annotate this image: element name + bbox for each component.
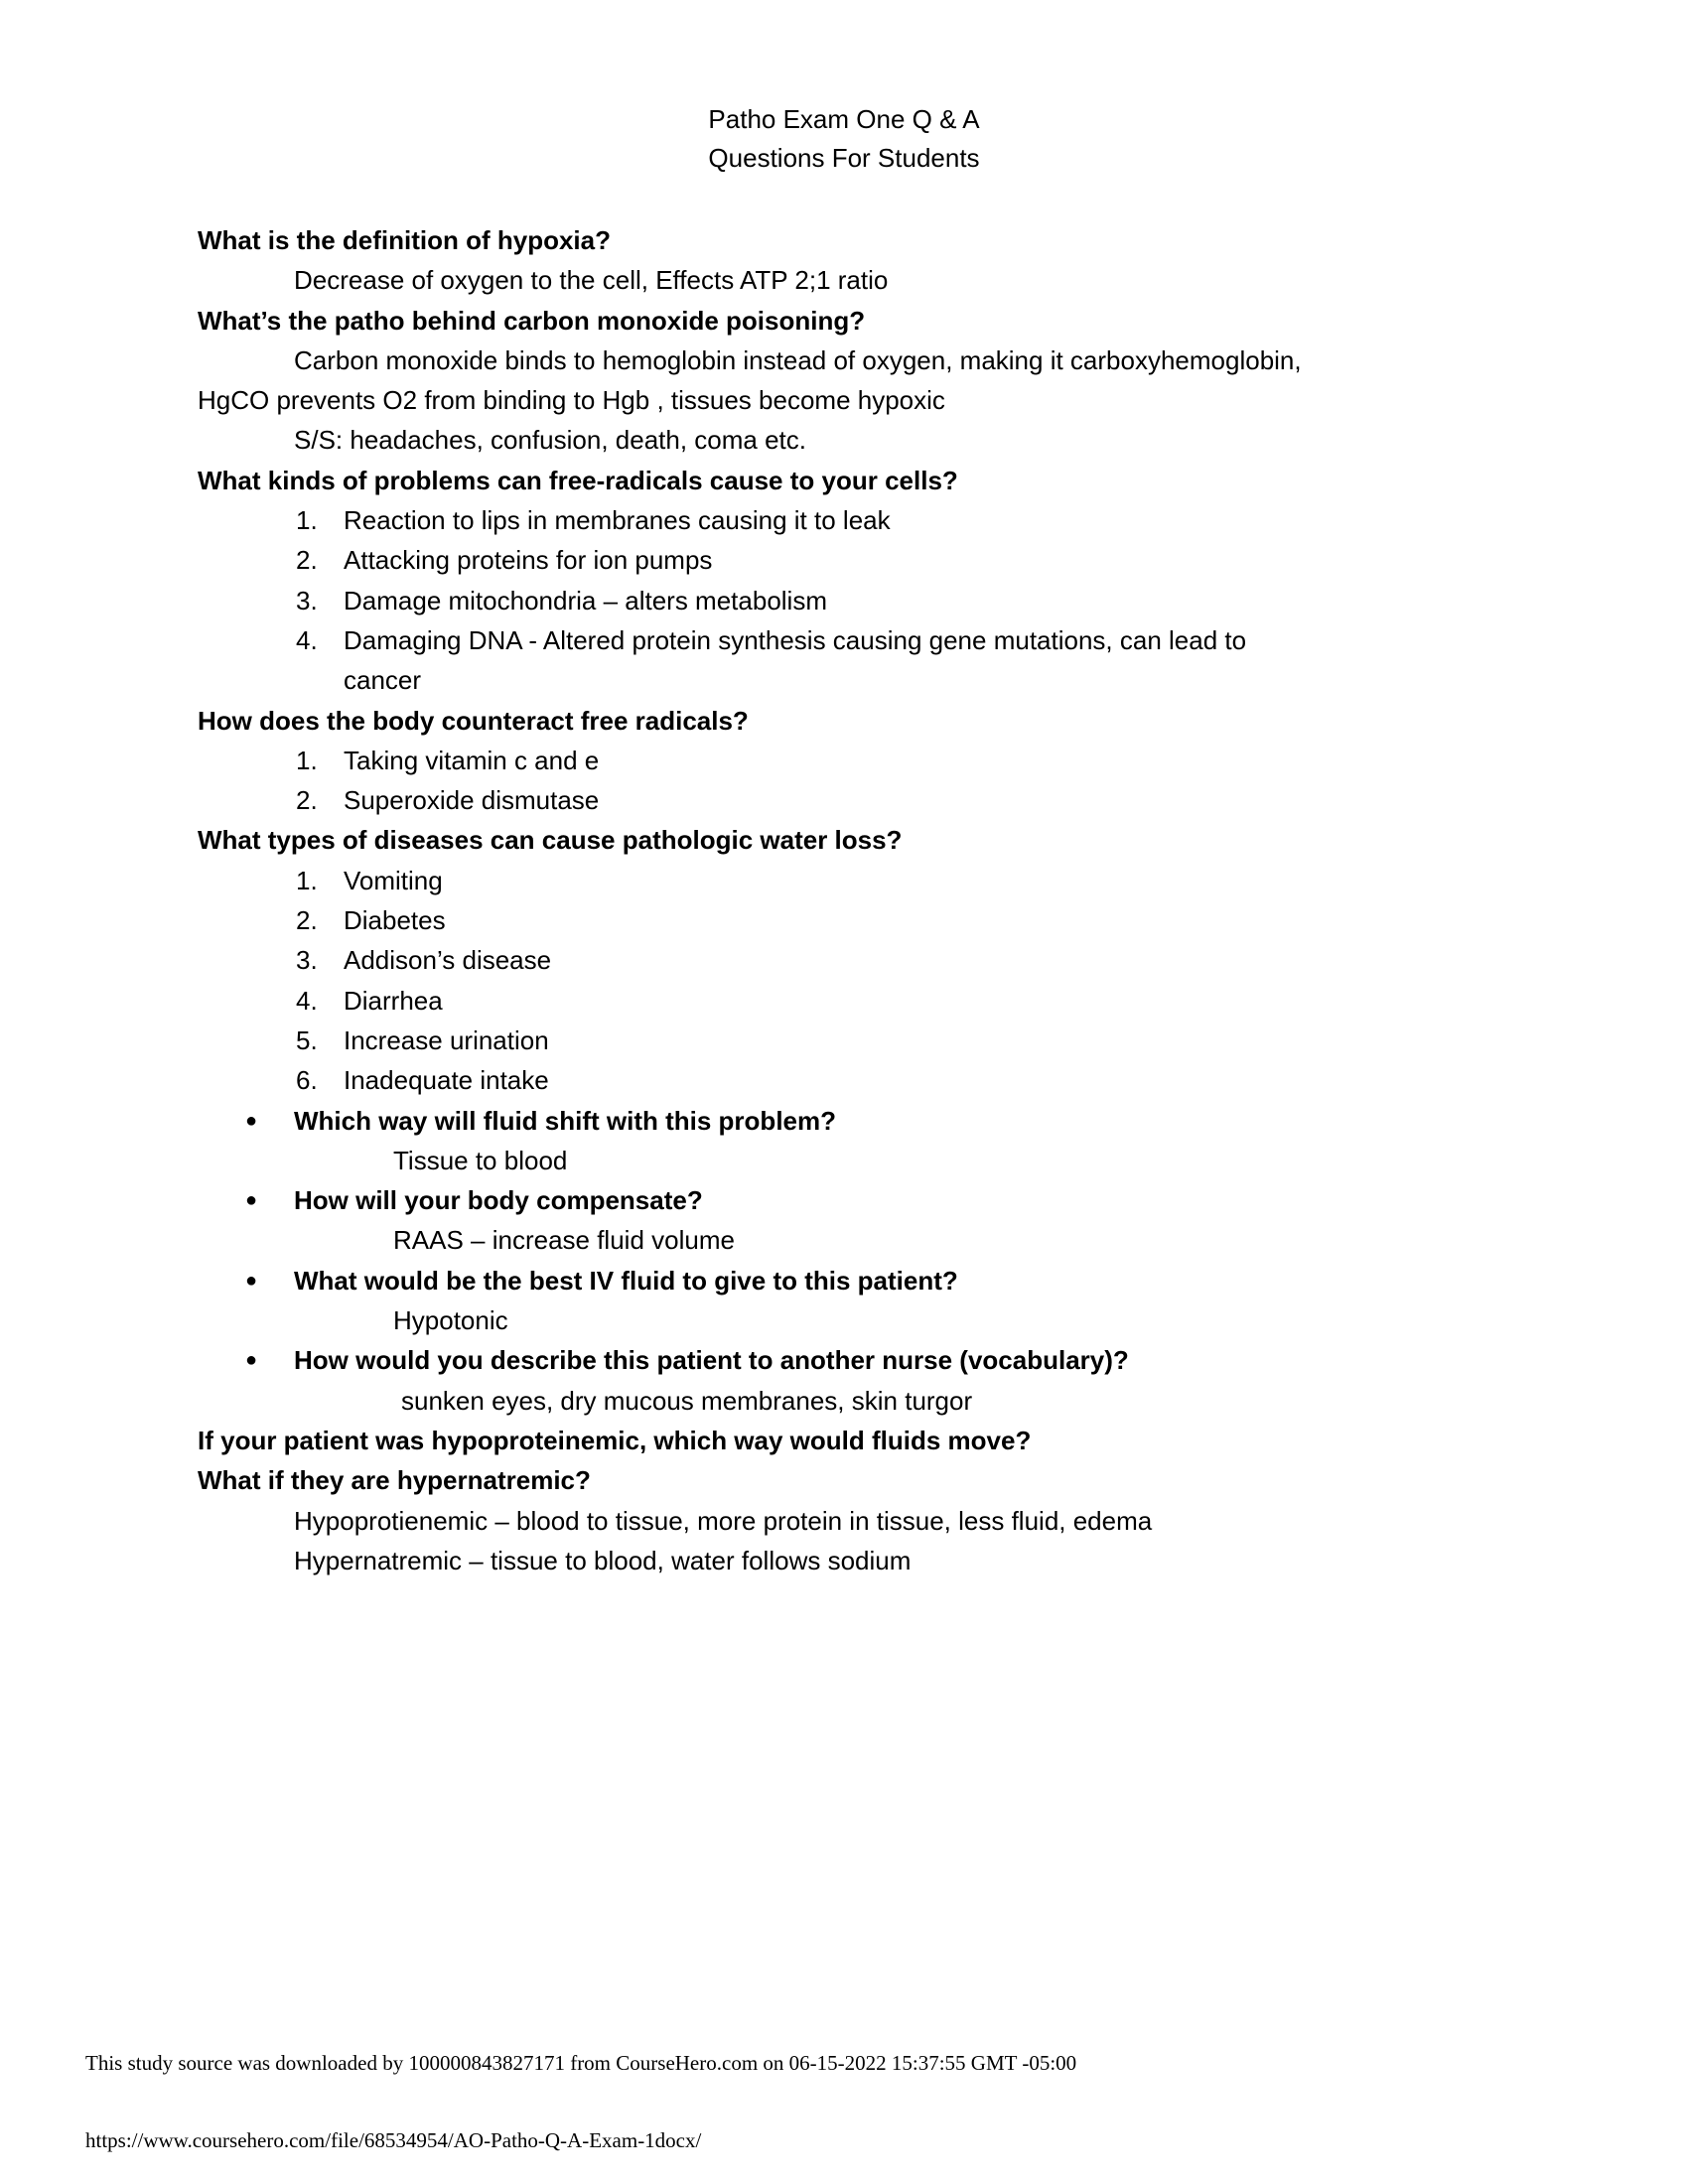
question: What types of diseases can cause pathologic water loss? xyxy=(198,825,903,856)
list-number: 1. xyxy=(296,745,318,775)
answer: Hypoprotienemic – blood to tissue, more protein in tissue, less fluid, edema xyxy=(294,1505,1153,1536)
list-item xyxy=(198,940,1488,980)
answer: Hypernatremic – tissue to blood, water follows sodium xyxy=(294,1545,912,1575)
list-item xyxy=(198,500,1488,540)
list-item xyxy=(198,861,1488,900)
bullet-question xyxy=(198,1101,1488,1141)
answer: Tissue to blood xyxy=(393,1145,568,1175)
list-text: Taking vitamin c and e xyxy=(344,745,600,775)
list-number: 3. xyxy=(296,585,318,615)
list-number: 5. xyxy=(296,1024,318,1055)
question: If your patient was hypoproteinemic, which way would fluids move? xyxy=(198,1425,1032,1455)
question: What’s the patho behind carbon monoxide poisoning? xyxy=(198,305,866,336)
list-number: 1. xyxy=(296,505,318,536)
bullet-icon: ● xyxy=(245,1269,258,1292)
list-number: 2. xyxy=(296,905,318,936)
bullet-question xyxy=(198,1340,1488,1380)
question: What if they are hypernatremic? xyxy=(198,1465,591,1496)
question: What is the definition of hypoxia? xyxy=(198,225,611,255)
list-item xyxy=(198,900,1488,940)
bullet-icon: ● xyxy=(245,1349,258,1372)
answer: RAAS – increase fluid volume xyxy=(393,1225,735,1256)
bullet-text: How would you describe this patient to another nurse (vocabulary)? xyxy=(294,1345,1129,1376)
list-number: 3. xyxy=(296,945,318,976)
list-text: Addison’s disease xyxy=(344,945,552,976)
document-body xyxy=(198,220,1488,1580)
question: How does the body counteract free radicals? xyxy=(198,705,749,736)
list-item-continuation: cancer xyxy=(344,665,422,696)
answer: sunken eyes, dry mucous membranes, skin turgor xyxy=(401,1385,973,1416)
list-number: 6. xyxy=(296,1065,318,1096)
bullet-question xyxy=(198,1261,1488,1300)
title-line-1: Patho Exam One Q & A xyxy=(708,104,980,134)
list-item xyxy=(198,1060,1488,1100)
bullet-icon: ● xyxy=(245,1189,258,1212)
bullet-question xyxy=(198,1180,1488,1220)
document-title xyxy=(0,100,1688,178)
bullet-text: How will your body compensate? xyxy=(294,1185,703,1216)
answer: S/S: headaches, confusion, death, coma etc. xyxy=(294,425,806,456)
list-text: Reaction to lips in membranes causing it to leak xyxy=(344,505,891,536)
title-line-2: Questions For Students xyxy=(708,143,980,173)
list-item xyxy=(198,981,1488,1021)
list-number: 4. xyxy=(296,985,318,1016)
list-text: Damaging DNA - Altered protein synthesis causing gene mutations, can lead to xyxy=(344,624,1247,655)
answer: Hypotonic xyxy=(393,1305,508,1336)
list-text: Inadequate intake xyxy=(344,1065,549,1096)
source-url[interactable]: https://www.coursehero.com/file/68534954/AO-Patho-Q-A-Exam-1docx/ xyxy=(85,2128,702,2152)
list-item xyxy=(198,620,1488,660)
list-item xyxy=(198,581,1488,620)
question: What kinds of problems can free-radicals cause to your cells? xyxy=(198,465,958,495)
list-item xyxy=(198,540,1488,580)
bullet-text: Which way will fluid shift with this problem? xyxy=(294,1105,836,1136)
list-number: 1. xyxy=(296,865,318,895)
list-number: 4. xyxy=(296,624,318,655)
list-number: 2. xyxy=(296,785,318,816)
answer: HgCO prevents O2 from binding to Hgb , tissues become hypoxic xyxy=(198,385,945,416)
list-text: Superoxide dismutase xyxy=(344,785,600,816)
list-text: Damage mitochondria – alters metabolism xyxy=(344,585,827,615)
bullet-icon: ● xyxy=(245,1109,258,1132)
answer: Decrease of oxygen to the cell, Effects ATP 2;1 ratio xyxy=(294,265,889,296)
bullet-text: What would be the best IV fluid to give to this patient? xyxy=(294,1265,958,1296)
list-text: Vomiting xyxy=(344,865,443,895)
answer: Carbon monoxide binds to hemoglobin instead of oxygen, making it carboxyhemoglobin, xyxy=(294,344,1302,375)
list-item xyxy=(198,1021,1488,1060)
list-item xyxy=(198,741,1488,780)
list-text: Attacking proteins for ion pumps xyxy=(344,545,713,576)
list-number: 2. xyxy=(296,545,318,576)
download-notice: This study source was downloaded by 100000843827171 from CourseHero.com on 06-15-2022 15:37:55 GMT -05:00 xyxy=(85,2051,1077,2075)
list-text: Increase urination xyxy=(344,1024,549,1055)
list-text: Diabetes xyxy=(344,905,446,936)
list-item xyxy=(198,780,1488,820)
list-text: Diarrhea xyxy=(344,985,443,1016)
